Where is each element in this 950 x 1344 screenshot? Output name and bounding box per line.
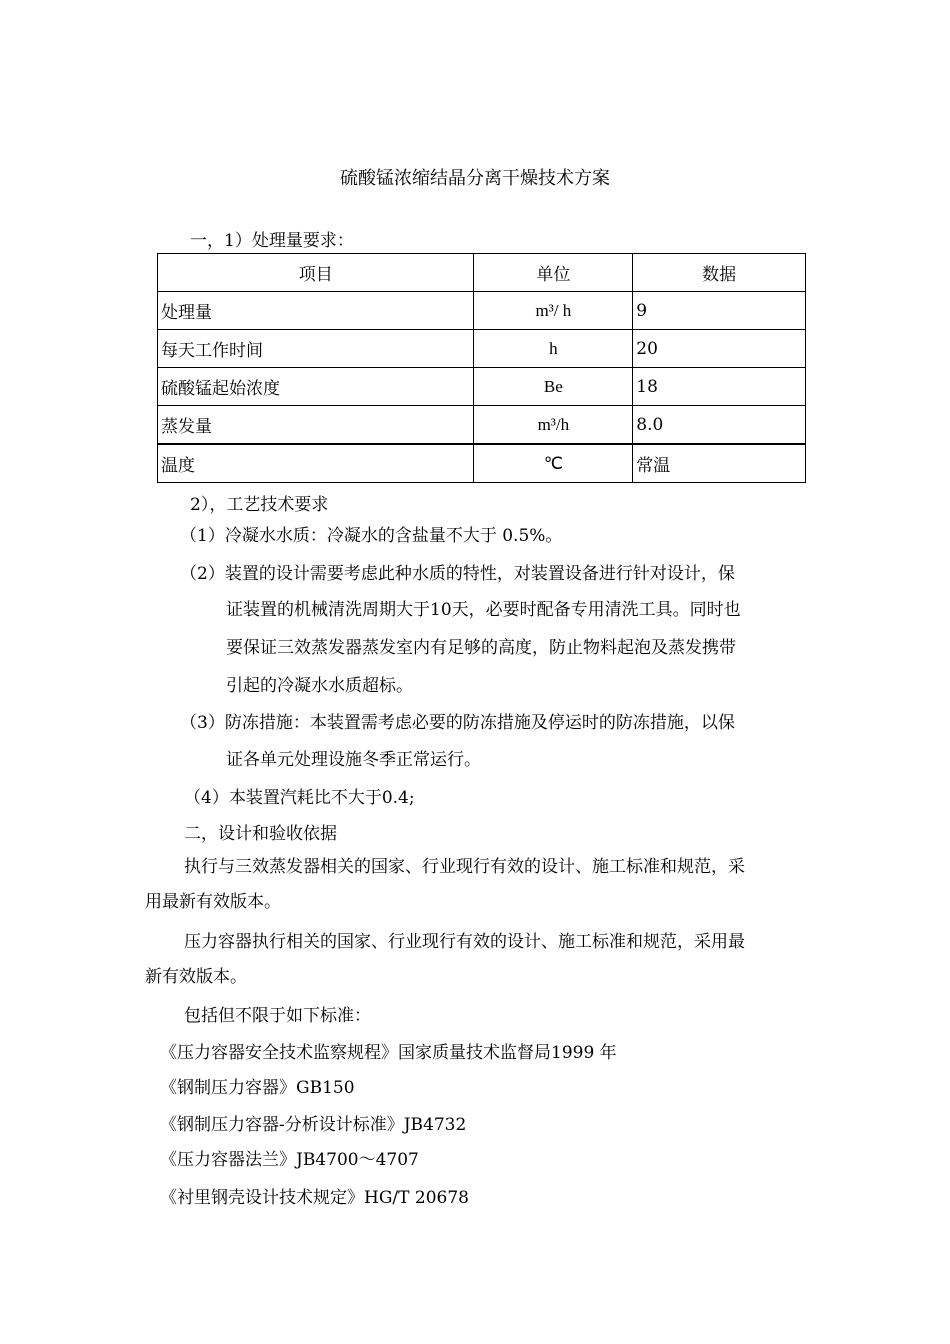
requirement-2-line-2: 证装置的机械清洗周期大于10天，必要时配备专用清洗工具。同时也 (226, 600, 741, 620)
header-value: 数据 (633, 254, 806, 292)
row-value: 9 (633, 292, 806, 330)
paragraph-1-line-2: 用最新有效版本。 (145, 892, 281, 912)
paragraph-1-line-1: 执行与三效蒸发器相关的国家、行业现行有效的设计、施工标准和规范，采 (184, 857, 745, 877)
requirement-2-line-4: 引起的冷凝水水质超标。 (226, 676, 413, 696)
row-item: 硫酸锰起始浓度 (158, 368, 474, 406)
table-header-row (158, 254, 806, 292)
row-unit: ℃ (474, 444, 633, 483)
standard-item: 《钢制压力容器》GB150 (160, 1078, 355, 1098)
requirement-2-line-3: 要保证三效蒸发器蒸发室内有足够的高度，防止物料起泡及蒸发携带 (226, 638, 736, 658)
row-item: 每天工作时间 (158, 330, 474, 368)
requirement-3-line-2: 证各单元处理设施冬季正常运行。 (226, 750, 481, 770)
section-heading-design-basis: 二，设计和验收依据 (184, 824, 337, 844)
header-item: 项目 (158, 254, 474, 292)
row-value: 18 (633, 368, 806, 406)
row-value: 8.0 (633, 406, 806, 445)
row-item: 蒸发量 (158, 406, 474, 445)
row-unit: m³/ h (474, 292, 633, 330)
header-unit: 单位 (474, 254, 633, 292)
requirement-1: （1）冷凝水水质：冷凝水的含盐量不大于 0.5%。 (180, 526, 563, 546)
table-row (158, 444, 806, 483)
table-row (158, 406, 806, 445)
paragraph-2-line-2: 新有效版本。 (145, 967, 247, 987)
requirement-3-line-1: （3）防冻措施：本装置需考虑必要的防冻措施及停运时的防冻措施，以保 (180, 713, 735, 733)
table-row (158, 292, 806, 330)
row-value: 20 (633, 330, 806, 368)
row-value: 常温 (633, 444, 806, 483)
row-item: 处理量 (158, 292, 474, 330)
paragraph-3: 包括但不限于如下标准： (184, 1006, 371, 1026)
requirement-4: （4）本装置汽耗比不大于0.4; (184, 788, 415, 808)
standard-item: 《压力容器法兰》JB4700～4707 (160, 1150, 419, 1170)
processing-requirements-table (157, 253, 806, 483)
requirement-2-line-1: （2）装置的设计需要考虑此种水质的特性，对装置设备进行针对设计，保 (180, 564, 735, 584)
row-item: 温度 (158, 444, 474, 483)
document-title: 硫酸锰浓缩结晶分离干燥技术方案 (340, 168, 610, 189)
row-unit: h (474, 330, 633, 368)
standard-item: 《衬里钢壳设计技术规定》HG/T 20678 (160, 1188, 469, 1208)
paragraph-2-line-1: 压力容器执行相关的国家、行业现行有效的设计、施工标准和规范，采用最 (184, 932, 745, 952)
standard-item: 《钢制压力容器-分析设计标准》JB4732 (160, 1115, 467, 1135)
row-unit: Be (474, 368, 633, 406)
row-unit: m³/h (474, 406, 633, 445)
table-row (158, 368, 806, 406)
section-heading-process-requirements: 2），工艺技术要求 (190, 495, 329, 515)
section-heading-processing: 一，1）处理量要求： (190, 231, 354, 251)
table-row (158, 330, 806, 368)
standard-item: 《压力容器安全技术监察规程》国家质量技术监督局1999 年 (160, 1043, 617, 1063)
